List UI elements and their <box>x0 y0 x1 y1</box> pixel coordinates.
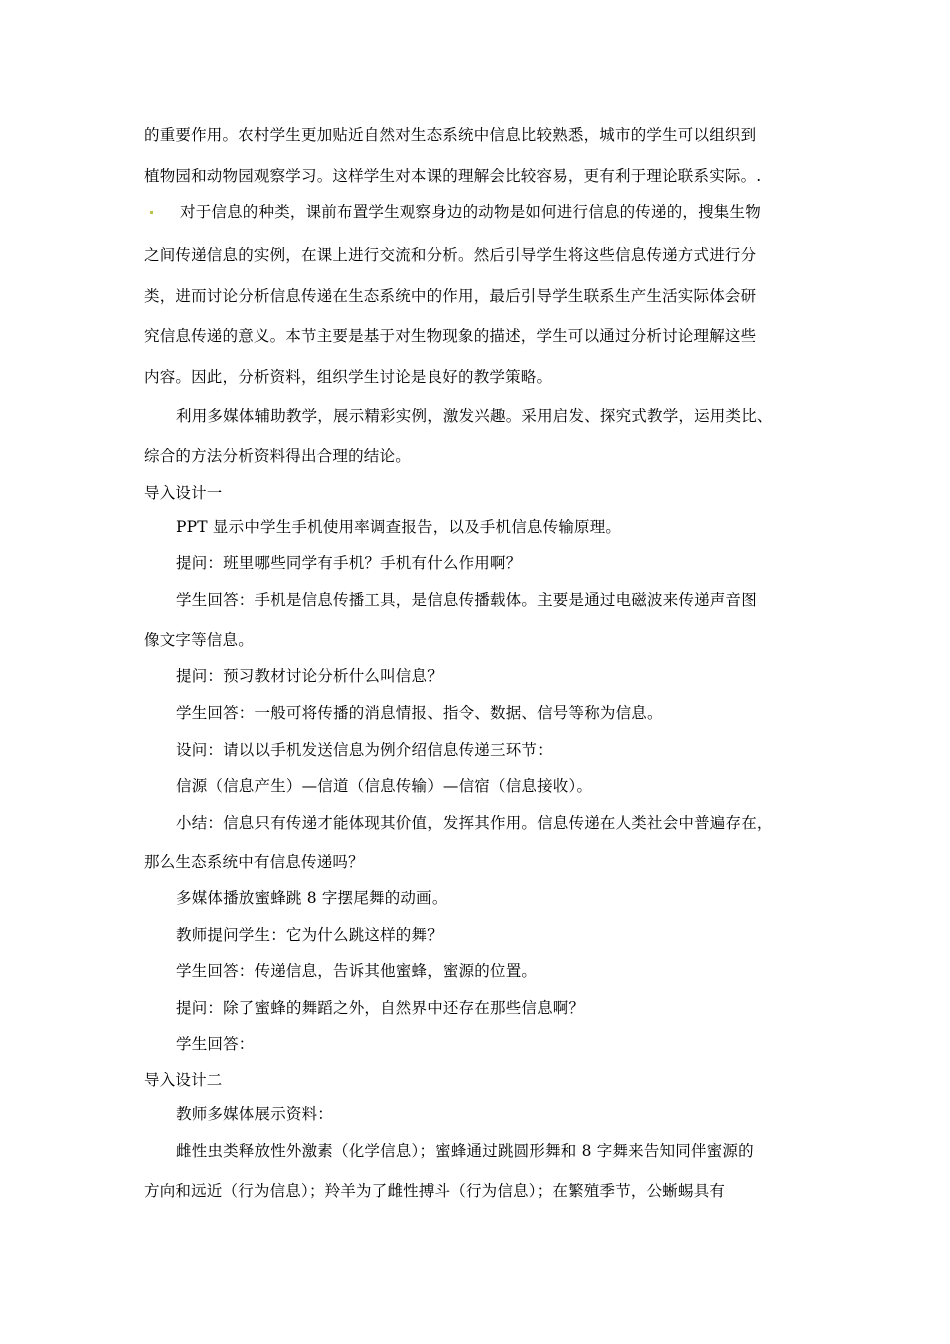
paragraph-line: 信源（信息产生）—信道（信息传输）—信宿（信息接收）。 <box>176 777 593 795</box>
marker-dot <box>150 211 153 214</box>
paragraph-line: 像文字等信息。 <box>144 631 254 649</box>
paragraph-line: 教师多媒体展示资料： <box>176 1105 334 1123</box>
paragraph-line: 的重要作用。农村学生更加贴近自然对生态系统中信息比较熟悉，城市的学生可以组织到 <box>144 126 757 144</box>
paragraph-line: 对于信息的种类，课前布置学生观察身边的动物是如何进行信息的传递的，搜集生物 <box>180 203 761 221</box>
paragraph-line: 学生回答：传递信息，告诉其他蜜蜂，蜜源的位置。 <box>176 962 538 980</box>
paragraph-line: 植物园和动物园观察学习。这样学生对本课的理解会比较容易，更有利于理论联系实际。. <box>144 167 762 185</box>
paragraph-line: 设问：请以以手机发送信息为例介绍信息传递三环节： <box>176 741 553 759</box>
section-heading: 导入设计一 <box>144 484 223 502</box>
paragraph-line: 学生回答：一般可将传播的消息情报、指令、数据、信号等称为信息。 <box>176 704 663 722</box>
paragraph-line: 学生回答： <box>176 1035 255 1053</box>
paragraph-line: PPT 显示中学生手机使用率调查报告，以及手机信息传输原理。 <box>176 518 622 536</box>
paragraph-line: 小结：信息只有传递才能体现其价值，发挥其作用。信息传递在人类社会中普遍存在， <box>176 814 773 832</box>
paragraph-line: 之间传递信息的实例，在课上进行交流和分析。然后引导学生将这些信息传递方式进行分 <box>144 246 757 264</box>
paragraph-line: 提问：除了蜜蜂的舞蹈之外，自然界中还存在那些信息啊？ <box>176 999 585 1017</box>
paragraph-line: 那么生态系统中有信息传递吗？ <box>144 853 364 871</box>
paragraph-line: 综合的方法分析资料得出合理的结论。 <box>144 447 411 465</box>
paragraph-line: 提问：班里哪些同学有手机？手机有什么作用啊？ <box>176 554 522 572</box>
paragraph-line: 方向和远近（行为信息）；羚羊为了雌性搏斗（行为信息）；在繁殖季节，公蜥蜴具有 <box>144 1182 726 1200</box>
paragraph-line: 教师提问学生：它为什么跳这样的舞？ <box>176 926 443 944</box>
paragraph-line: 类，进而讨论分析信息传递在生态系统中的作用，最后引导学生联系生产生活实际体会研 <box>144 287 757 305</box>
paragraph-line: 究信息传递的意义。本节主要是基于对生物现象的描述，学生可以通过分析讨论理解这些 <box>144 327 757 345</box>
paragraph-line: 利用多媒体辅助教学，展示精彩实例，激发兴趣。采用启发、探究式教学，运用类比、 <box>176 407 773 425</box>
paragraph-line: 雌性虫类释放性外激素（化学信息）；蜜蜂通过跳圆形舞和 8 字舞来告知同伴蜜源的 <box>176 1142 754 1160</box>
paragraph-line: 内容。因此，分析资料，组织学生讨论是良好的教学策略。 <box>144 368 553 386</box>
section-heading: 导入设计二 <box>144 1071 223 1089</box>
paragraph-line: 提问：预习教材讨论分析什么叫信息？ <box>176 667 443 685</box>
paragraph-line: 多媒体播放蜜蜂跳 8 字摆尾舞的动画。 <box>176 889 448 907</box>
paragraph-line: 学生回答：手机是信息传播工具，是信息传播载体。主要是通过电磁波来传递声音图 <box>176 591 757 609</box>
